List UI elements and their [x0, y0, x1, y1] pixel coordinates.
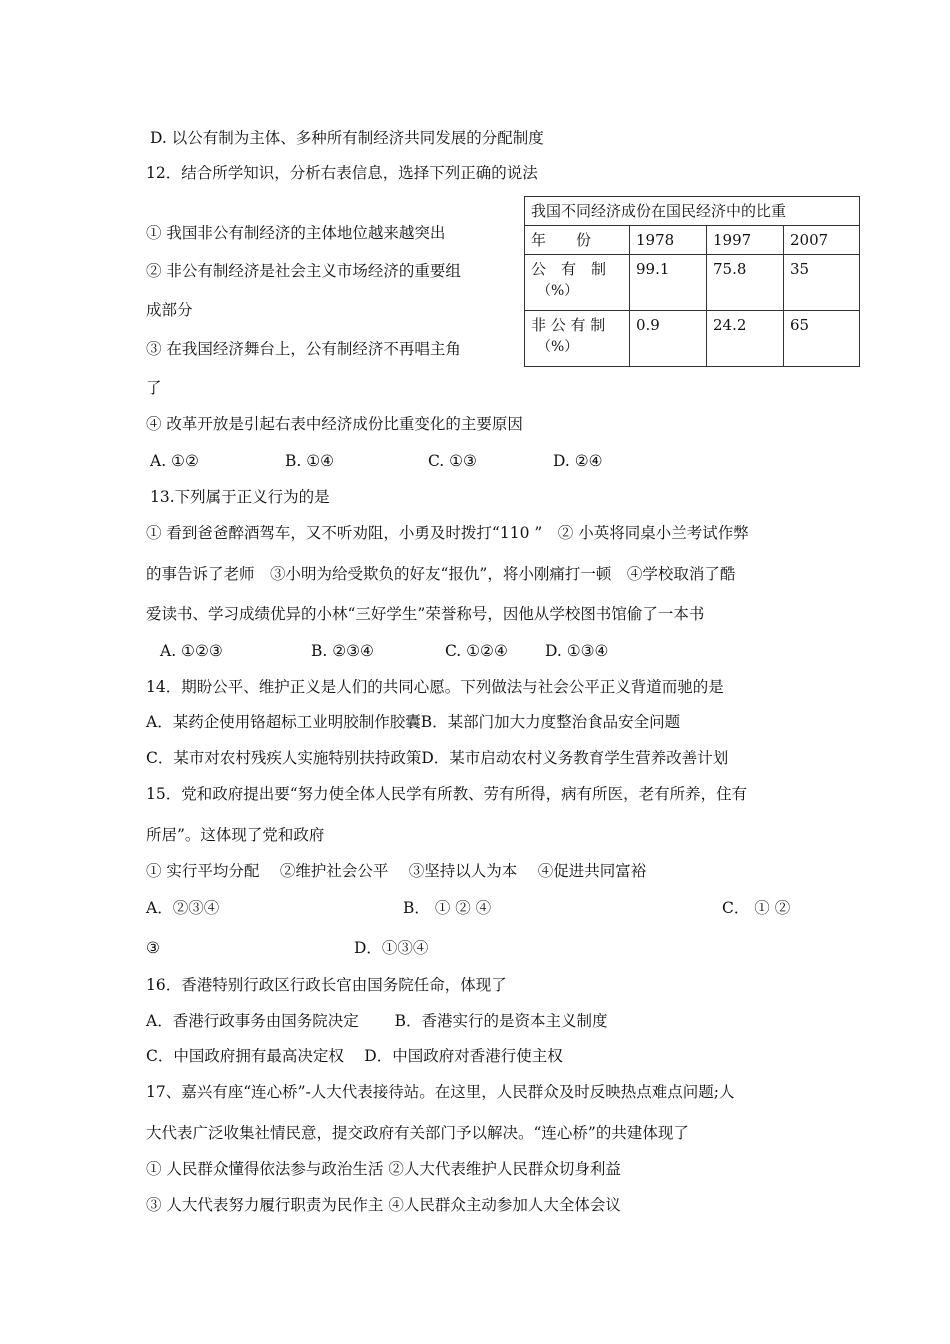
q16-line-2: C．中国政府拥有最高决定权 D．中国政府对香港行使主权	[146, 1047, 563, 1065]
q15-line-3: ① 实行平均分配 ②维护社会公平 ③坚持以人为本 ④促进共同富裕	[146, 862, 647, 880]
q15-option-b: B． ① ② ④	[403, 899, 492, 917]
q12-statement-2b: 成部分	[146, 301, 193, 319]
q11-option-d: D. 以公有制为主体、多种所有制经济共同发展的分配制度	[150, 129, 544, 147]
q14-line-2: C．某市对农村残疾人实施特别扶持政策D．某市启动农村义务教育学生营养改善计划	[146, 749, 729, 767]
economy-share-table	[524, 196, 860, 367]
row-unit-text: （%）	[537, 339, 579, 355]
q13-line-1: ① 看到爸爸醉酒驾车，又不听劝阻，小勇及时拨打“110 ” ② 小英将同桌小兰考试作弊	[146, 524, 749, 542]
table-cell: 75.8	[707, 255, 784, 311]
q17-line-2: 大代表广泛收集社情民意，提交政府有关部门予以解决。“连心桥”的共建体现了	[146, 1124, 689, 1142]
q15-option-c-cont: ③	[146, 939, 160, 957]
table-header-cell: 2007	[784, 226, 860, 255]
table-header-cell: 1997	[707, 226, 784, 255]
q15-option-c: C． ① ②	[722, 899, 791, 917]
q15-line-1: 15．党和政府提出要“努力使全体人民学有所教、劳有所得，病有所医，老有所养，住有	[146, 785, 748, 803]
row-label-text: 公 有 制	[531, 260, 607, 278]
q12-stem: 12．结合所学知识，分析右表信息，选择下列正确的说法	[146, 164, 538, 182]
table-header-cell: 1978	[630, 226, 707, 255]
q12-option-a: A. ①②	[150, 452, 199, 470]
q17-line-1: 17、嘉兴有座“连心桥”-人大代表接待站。在这里，人民群众及时反映热点难点问题;人	[146, 1083, 735, 1101]
q12-option-c: C. ①③	[428, 452, 477, 470]
q15-option-d: D．①③④	[354, 939, 429, 957]
q14-line-1: A．某药企使用铬超标工业明胶制作胶囊B．某部门加大力度整治食品安全问题	[146, 713, 681, 731]
q13-option-a: A. ①②③	[160, 642, 223, 660]
table-row	[525, 255, 860, 311]
q12-statement-3a: ③ 在我国经济舞台上，公有制经济不再唱主角	[146, 340, 461, 358]
q13-line-3: 爱读书、学习成绩优异的小林“三好学生”荣誉称号，因他从学校图书馆偷了一本书	[146, 605, 705, 623]
q13-line-2: 的事告诉了老师 ③小明为给受欺负的好友“报仇”，将小刚痛打一顿 ④学校取消了酷	[146, 565, 736, 583]
q13-option-d: D. ①③④	[545, 642, 609, 660]
table-header-row	[525, 226, 860, 255]
q16-line-1: A．香港行政事务由国务院决定 B．香港实行的是资本主义制度	[146, 1012, 608, 1030]
table-cell: 35	[784, 255, 860, 311]
table-row-label	[525, 311, 630, 367]
q12-statement-3b: 了	[146, 379, 162, 397]
table-row	[525, 311, 860, 367]
table-title-row	[525, 197, 860, 226]
row-unit-text: （%）	[537, 283, 579, 299]
q16-stem: 16．香港特别行政区行政长官由国务院任命，体现了	[146, 976, 507, 994]
q12-statement-4: ④ 改革开放是引起右表中经济成份比重变化的主要原因	[146, 415, 523, 433]
q12-option-b: B. ①④	[285, 452, 335, 470]
q13-option-c: C. ①②④	[445, 642, 508, 660]
table-cell: 0.9	[630, 311, 707, 367]
q13-stem: 13.下列属于正义行为的是	[150, 488, 330, 506]
q15-option-a: A．②③④	[146, 899, 220, 917]
table-cell: 65	[784, 311, 860, 367]
table-row-label	[525, 255, 630, 311]
row-label-text: 非 公 有 制	[531, 316, 606, 334]
q17-line-4: ③ 人大代表努力履行职责为民作主 ④人民群众主动参加人大全体会议	[146, 1196, 621, 1214]
q12-option-d: D. ②④	[553, 452, 603, 470]
q12-statement-1: ① 我国非公有制经济的主体地位越来越突出	[146, 224, 446, 242]
table-cell: 99.1	[630, 255, 707, 311]
q15-line-2: 所居”。这体现了党和政府	[146, 826, 325, 844]
q12-statement-2a: ② 非公有制经济是社会主义市场经济的重要组	[146, 262, 461, 280]
table-header-cell: 年 份	[525, 226, 630, 255]
q14-stem: 14．期盼公平、维护正义是人们的共同心愿。下列做法与社会公平正义背道而驰的是	[146, 678, 724, 696]
q17-line-3: ① 人民群众懂得依法参与政治生活 ②人大代表维护人民群众切身利益	[146, 1160, 621, 1178]
table-title: 我国不同经济成份在国民经济中的比重	[525, 197, 860, 226]
q13-option-b: B. ②③④	[311, 642, 374, 660]
table-cell: 24.2	[707, 311, 784, 367]
